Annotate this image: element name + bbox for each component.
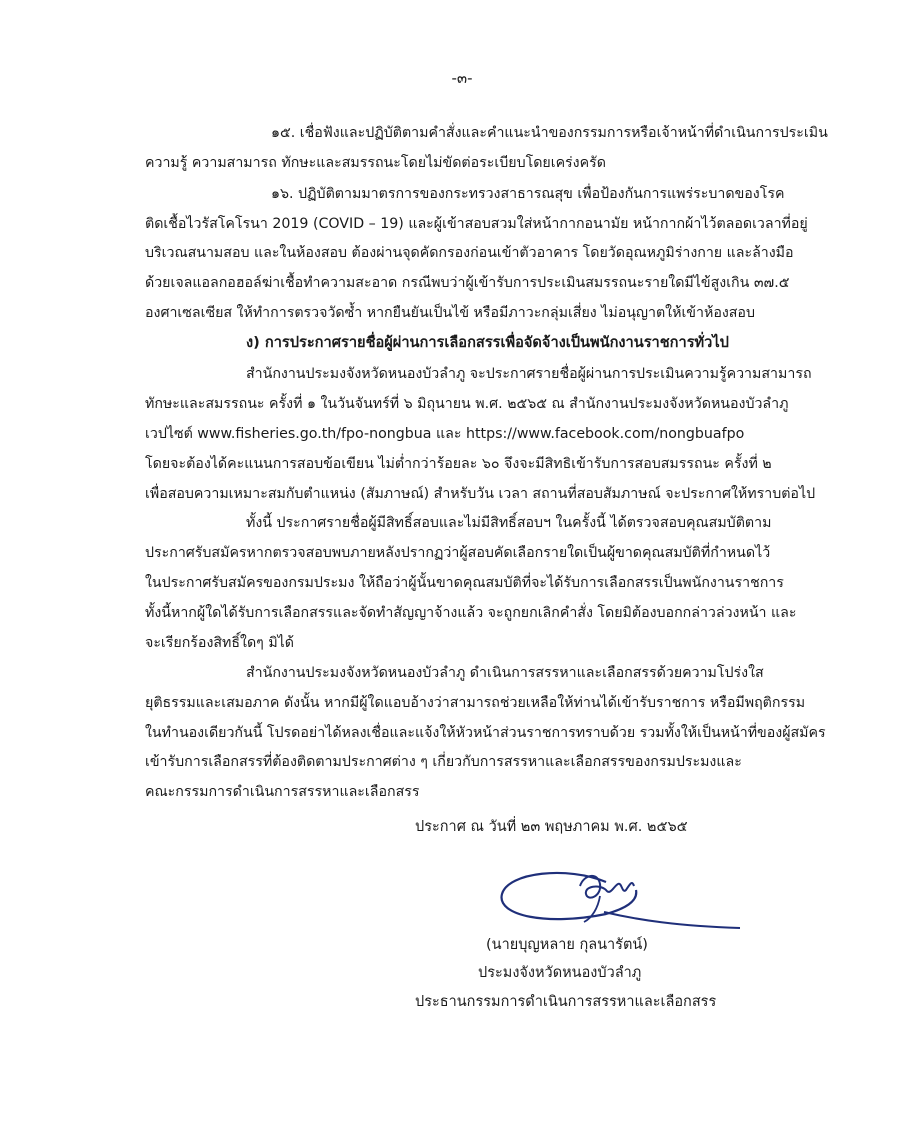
announcement-line-2: ทักษะและสมรรถนะ ครั้งที่ ๑ ในวันจันทร์ที่ ๖ มิถุนายน พ.ศ. ๒๕๖๕ ณ สำนักงานประมงจังหวัดหนองบัวลำภู [145,396,789,412]
announcement-line-5: เพื่อสอบความเหมาะสมกับตำแหน่ง (สัมภาษณ์) สำหรับวัน เวลา สถานที่สอบสัมภาษณ์ จะประกาศให้ทราบต่อไป [145,486,816,502]
item-16-line-2: ติดเชื้อไวรัสโคโรนา 2019 (COVID – 19) และผู้เข้าสอบสวมใส่หน้ากากอนามัย หน้ากากผ้าไว้ตลอดเวลาที่อยู่ [145,216,808,232]
item-15-line-1: ๑๕. เชื่อฟังและปฏิบัติตามคำสั่งและคำแนะนำของกรรมการหรือเจ้าหน้าที่ดำเนินการประเมิน [271,125,828,141]
announcement-line-1: สำนักงานประมงจังหวัดหนองบัวลำภู จะประกาศรายชื่อผู้ผ่านการประเมินความรู้ความสามารถ [246,366,812,382]
page-number: -๓- [451,69,473,87]
eligibility-line-5: จะเรียกร้องสิทธิ์ใดๆ มิได้ [145,635,295,651]
transparency-line-5: คณะกรรมการดำเนินการสรรหาและเลือกสรร [145,784,420,800]
announcement-line-3: เวปไซต์ www.fisheries.go.th/fpo-nongbua และ https://www.facebook.com/nongbuafpo [145,426,745,442]
eligibility-line-1: ทั้งนี้ ประกาศรายชื่อผู้มีสิทธิ์สอบและไม่มีสิทธิ์สอบฯ ในครั้งนี้ ได้ตรวจสอบคุณสมบัติตาม [246,515,772,531]
section-heading: ง) การประกาศรายชื่อผู้ผ่านการเลือกสรรเพื่อจัดจ้างเป็นพนักงานราชการทั่วไป [246,334,729,351]
item-16-line-5: องศาเซลเซียส ให้ทำการตรวจวัดซ้ำ หากยืนยันเป็นไข้ หรือมีภาวะกลุ่มเสี่ยง ไม่อนุญาตให้เข้าห้องสอบ [145,305,755,321]
announcement-date: ประกาศ ณ วันที่ ๒๓ พฤษภาคม พ.ศ. ๒๕๖๕ [415,819,688,835]
signer-role: ประธานกรรมการดำเนินการสรรหาและเลือกสรร [415,994,717,1010]
item-16-line-4: ด้วยเจลแอลกอฮอล์ฆ่าเชื้อทำความสะอาด กรณีพบว่าผู้เข้ารับการประเมินสมรรถนะรายใดมีไข้สูงเกิน ๓๗.๕ [145,275,790,291]
transparency-line-2: ยุติธรรมและเสมอภาค ดังนั้น หากมีผู้ใดแอบอ้างว่าสามารถช่วยเหลือให้ท่านได้เข้ารับราชการ หรือมีพฤติกรรม [145,695,806,711]
signer-title: ประมงจังหวัดหนองบัวลำภู [478,965,642,981]
item-15-line-2: ความรู้ ความสามารถ ทักษะและสมรรถนะโดยไม่ขัดต่อระเบียบโดยเคร่งครัด [145,155,606,171]
eligibility-line-4: ทั้งนี้หากผู้ใดได้รับการเลือกสรรและจัดทำสัญญาจ้างแล้ว จะถูกยกเลิกคำสั่ง โดยมิต้องบอกกล่าวล่วงหน้า และ [145,605,797,621]
eligibility-line-3: ในประกาศรับสมัครของกรมประมง ให้ถือว่าผู้นั้นขาดคุณสมบัติที่จะได้รับการเลือกสรรเป็นพนักงานราชการ [145,575,784,591]
item-16-line-1: ๑๖. ปฏิบัติตามมาตรการของกระทรวงสาธารณสุข เพื่อป้องกันการแพร่ระบาดของโรค [271,186,785,202]
eligibility-line-2: ประกาศรับสมัครหากตรวจสอบพบภายหลังปรากฏว่าผู้สอบคัดเลือกรายใดเป็นผู้ขาดคุณสมบัติที่กำหนดไว้ [145,545,771,561]
transparency-line-3: ในทำนองเดียวกันนี้ โปรดอย่าได้หลงเชื่อและแจ้งให้หัวหน้าส่วนราชการทราบด้วย รวมทั้งให้เป็นหน้าที่ของผู้สมัคร [145,725,826,741]
signature-image [488,860,748,940]
item-16-line-3: บริเวณสนามสอบ และในห้องสอบ ต้องผ่านจุดคัดกรองก่อนเข้าตัวอาคาร โดยวัดอุณหภูมิร่างกาย และล้างมือ [145,245,794,261]
signer-name: (นายบุญหลาย กุลนารัตน์) [486,937,648,953]
transparency-line-1: สำนักงานประมงจังหวัดหนองบัวลำภู ดำเนินการสรรหาและเลือกสรรด้วยความโปร่งใส [246,665,764,681]
announcement-line-4: โดยจะต้องได้คะแนนการสอบข้อเขียน ไม่ต่ำกว่าร้อยละ ๖๐ จึงจะมีสิทธิเข้ารับการสอบสมรรถนะ ครั้งที่ ๒ [145,456,772,472]
transparency-line-4: เข้ารับการเลือกสรรที่ต้องติดตามประกาศต่าง ๆ เกี่ยวกับการสรรหาและเลือกสรรของกรมประมงและ [145,754,742,770]
